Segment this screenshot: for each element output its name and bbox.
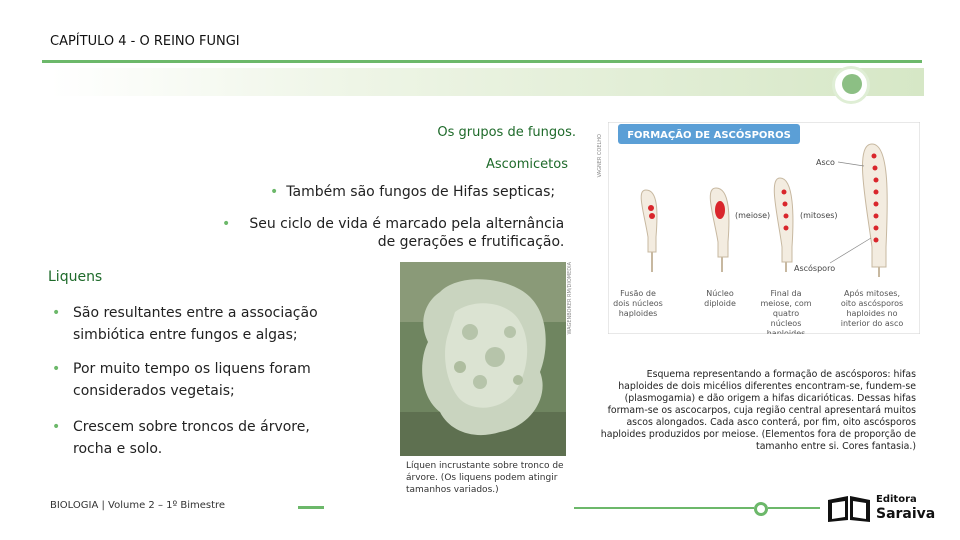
label-asco: Asco [816, 158, 835, 167]
header-gradient-band [50, 68, 924, 96]
liquens-bullet [52, 358, 342, 402]
stage-label-4: Após mitoses, oito ascósporos haploides no interior do asco [840, 289, 904, 328]
label-mitoses: (mitoses) [800, 211, 838, 220]
bullet-item [222, 215, 572, 251]
label-meiose: (meiose) [735, 211, 771, 220]
photo-caption: Líquen incrustante sobre tronco de árvore. (Os liquens podem atingir tamanhos variados.) [406, 461, 564, 495]
bullet-text: Crescem sobre troncos de árvore, rocha e solo. [73, 419, 310, 457]
bullet-text: Seu ciclo de vida é marcado pela alternância de gerações e frutificação. [249, 216, 565, 250]
ascospore-diagram [608, 122, 920, 334]
diagram-title: FORMAÇÃO DE ASCÓSPOROS [627, 130, 791, 141]
diagram-credit: VAGNER COELHO [597, 134, 603, 178]
logo-saraiva: Saraiva [876, 506, 936, 522]
footer-divider [574, 507, 754, 509]
photo-credit: WAGENBOKER RM/DIOMEDIA [567, 262, 573, 335]
bullet-icon: • [270, 184, 279, 200]
chapter-title: CAPÍTULO 4 - O REINO FUNGI [50, 34, 240, 49]
header-divider [42, 60, 922, 63]
bullet-icon: • [222, 216, 231, 232]
bullet-icon: • [52, 305, 61, 321]
bullet-text: Também são fungos de Hifas septicas; [286, 184, 556, 200]
lichen-photo [400, 262, 566, 456]
bullet-item [270, 184, 555, 200]
stage-label-1: Fusão de dois núcleos haploides [613, 289, 663, 318]
stage-label-2: Núcleo diploide [704, 289, 736, 308]
footer-divider [298, 506, 324, 509]
bullet-icon: • [52, 419, 61, 435]
label-ascosporo: Ascósporo [794, 264, 836, 273]
book-logo-icon [826, 494, 872, 528]
footer-text: BIOLOGIA | Volume 2 – 1º Bimestre [50, 500, 226, 511]
liquens-bullet [52, 416, 342, 460]
footer-divider [768, 507, 820, 509]
logo-editora: Editora [876, 494, 917, 505]
bullet-text: Por muito tempo os liquens foram considerados vegetais; [73, 361, 311, 399]
footer-circle-icon [754, 502, 768, 516]
header-dot-icon [842, 74, 862, 94]
liquens-bullet [52, 302, 342, 346]
diagram-caption: Esquema representando a formação de ascósporos: hifas haploides de dois micélios diferentes encontram-se, fundem-se (plasmogamia) e dão origem a hifas dicarióticas. Dessas hifas formam-se os ascocarpos, cuja região central apresentará muitos ascos alongados. Cada asco conterá, por fim, oito ascósporos haploides produzidos por meiose. (Elementos fora de proporção de tamanho entre si. Cores fantasia.) [600, 369, 916, 452]
section-subtitle: Ascomicetos [485, 157, 568, 172]
stage-label-3: Final da meiose, com quatro núcleos haploides [760, 289, 812, 334]
liquens-heading: Liquens [48, 269, 103, 285]
bullet-text: São resultantes entre a associação simbiótica entre fungos e algas; [73, 305, 318, 343]
bullet-icon: • [52, 361, 61, 377]
section-title: Os grupos de fungos. [437, 125, 576, 140]
